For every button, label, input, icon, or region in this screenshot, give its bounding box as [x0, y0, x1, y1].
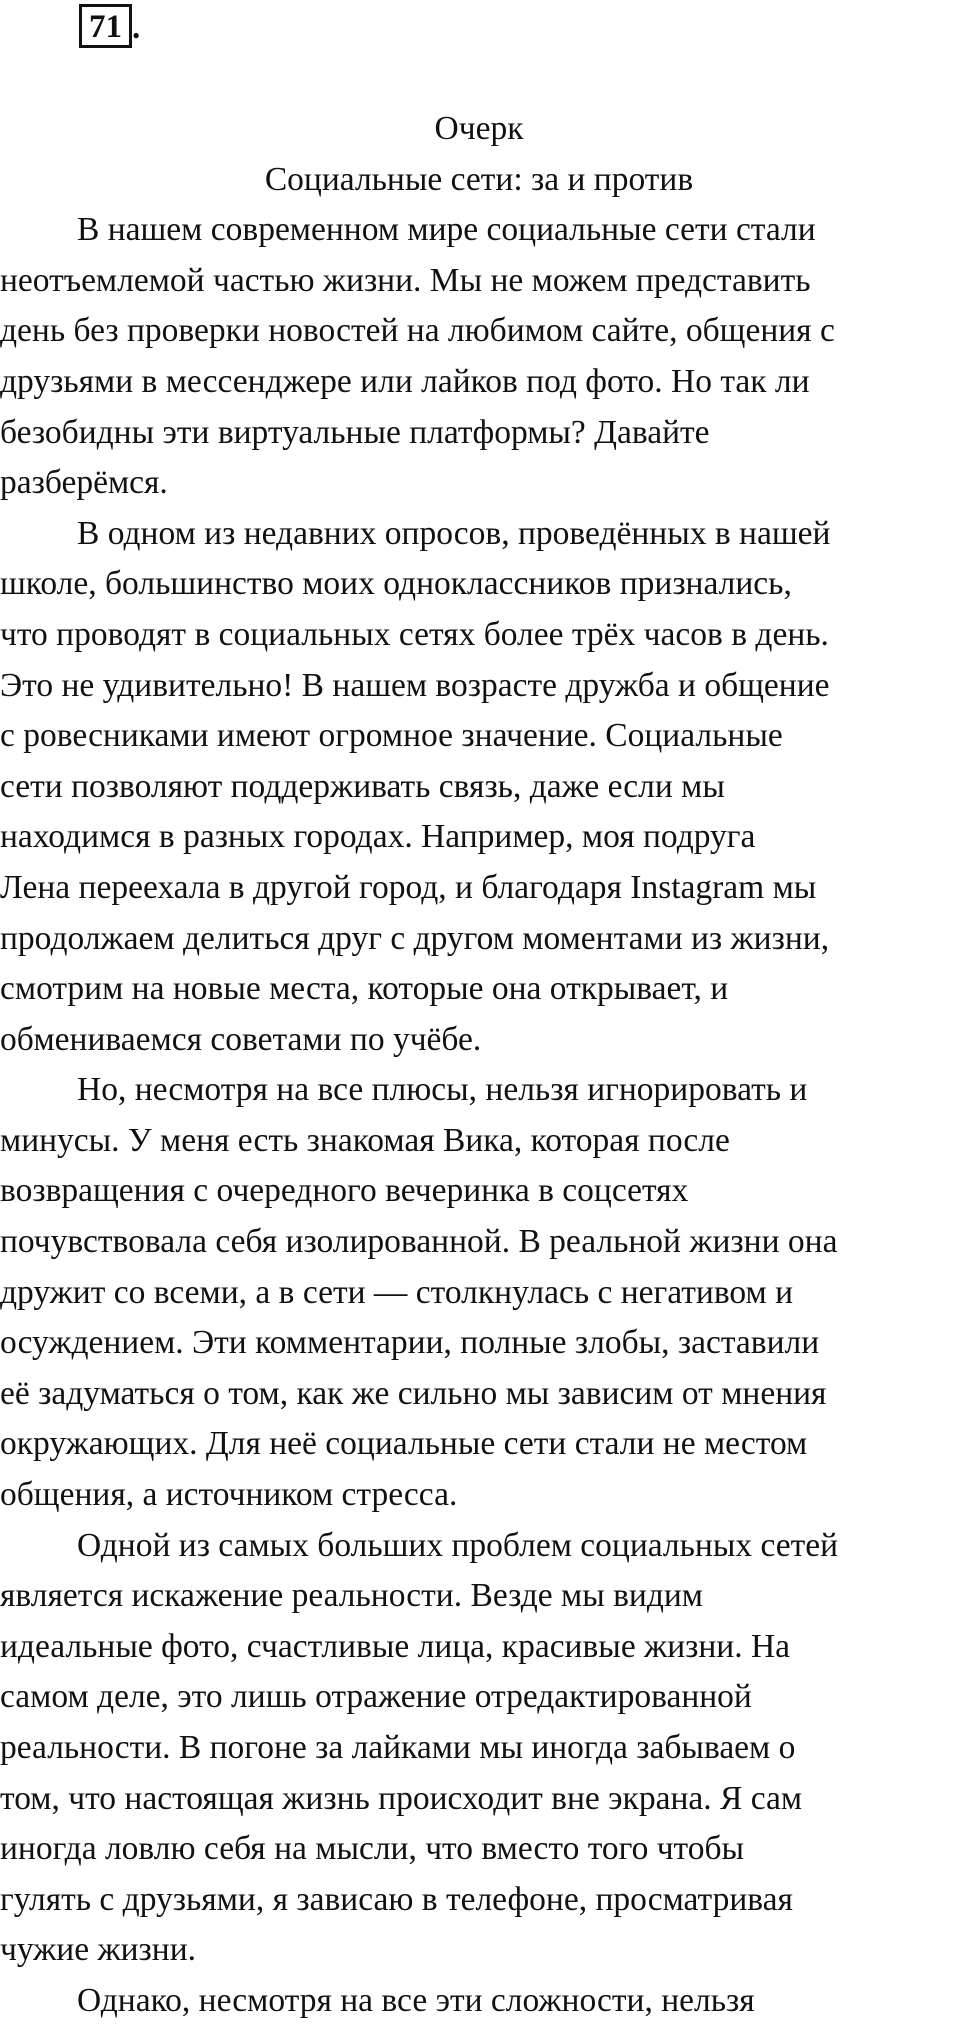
paragraph-line: с ровесниками имеют огромное значение. Социальные	[0, 717, 783, 755]
paragraph-line: неотъемлемой частью жизни. Мы не можем представить	[0, 261, 811, 299]
paragraph-line: том, что настоящая жизнь происходит вне экрана. Я сам	[0, 1779, 803, 1817]
paragraph-line: возвращения с очередного вечеринка в соцсетях	[0, 1172, 689, 1210]
paragraph-line: реальности. В погоне за лайками мы иногда забываем о	[0, 1729, 796, 1766]
exercise-number	[79, 2, 140, 48]
essay-genre-label: Очерк	[434, 110, 524, 147]
paragraph-line: дружит со всеми, а в сети — столкнулась с негативом и	[0, 1273, 794, 1311]
essay-paragraph	[0, 205, 958, 509]
paragraph-line: В нашем современном мире социальные сети стали	[77, 211, 816, 249]
paragraph-line: чужие жизни.	[0, 1931, 197, 1969]
paragraph-line: что проводят в социальных сетях более трёх часов в день.	[0, 615, 829, 653]
paragraph-line: самом деле, это лишь отражение отредактированной	[0, 1678, 752, 1716]
paragraph-line: гулять с друзьями, я зависаю в телефоне, просматривая	[0, 1880, 793, 1918]
paragraph-line: окружающих. Для неё социальные сети стали не местом	[0, 1425, 808, 1463]
paragraph-line: иногда ловлю себя на мысли, что вместо того чтобы	[0, 1830, 745, 1868]
essay-paragraph	[0, 1065, 958, 1520]
paragraph-line: безобидны эти виртуальные платформы? Давайте	[0, 413, 710, 451]
paragraph-line: Лена переехала в другой город, и благодаря Instagram мы	[0, 868, 817, 906]
paragraph-line: Но, несмотря на все плюсы, нельзя игнорировать и	[77, 1071, 808, 1109]
paragraph-line: смотрим на новые места, которые она открывает, и	[0, 970, 729, 1008]
paragraph-line: сети позволяют поддерживать связь, даже если мы	[0, 767, 725, 805]
paragraph-line: обмениваемся советами по учёбе.	[0, 1020, 482, 1058]
paragraph-line: её задуматься о том, как же сильно мы зависим от мнения	[0, 1374, 827, 1412]
paragraph-line: разберёмся.	[0, 464, 168, 502]
paragraph-line: минусы. У меня есть знакомая Вика, которая после	[0, 1121, 730, 1159]
paragraph-line: Это не удивительно! В нашем возрасте дружба и общение	[0, 666, 830, 704]
paragraph-line: находимся в разных городах. Например, моя подруга	[0, 818, 756, 856]
paragraph-line: Однако, несмотря на все эти сложности, нельзя	[77, 1981, 755, 2019]
essay-document	[0, 104, 958, 2027]
essay-paragraph	[0, 1976, 958, 2027]
paragraph-line: день без проверки новостей на любимом сайте, общения с	[0, 312, 835, 350]
essay-title: Социальные сети: за и против	[264, 160, 694, 198]
paragraph-line: Одной из самых больших проблем социальных сетей	[77, 1526, 839, 1564]
essay-body	[0, 205, 958, 2026]
paragraph-line: идеальные фото, счастливые лица, красивые жизни. На	[0, 1627, 791, 1665]
paragraph-line: является искажение реальности. Везде мы видим	[0, 1577, 704, 1615]
paragraph-line: друзьями в мессенджере или лайков под фото. Но так ли	[0, 362, 810, 400]
paragraph-line: школе, большинство моих одноклассников признались,	[0, 565, 792, 603]
essay-paragraph	[0, 1521, 958, 1976]
paragraph-line: почувствовала себя изолированной. В реальной жизни она	[0, 1223, 838, 1261]
paragraph-line: осуждением. Эти комментарии, полные злобы, заставили	[0, 1324, 820, 1362]
paragraph-line: продолжаем делиться друг с другом моментами из жизни,	[0, 919, 830, 957]
essay-paragraph	[0, 509, 958, 1066]
exercise-number-dot: .	[132, 10, 141, 46]
paragraph-line: В одном из недавних опросов, проведённых в нашей	[77, 514, 831, 552]
paragraph-line: общения, а источником стресса.	[0, 1476, 458, 1514]
exercise-number-box: 71	[79, 4, 132, 48]
